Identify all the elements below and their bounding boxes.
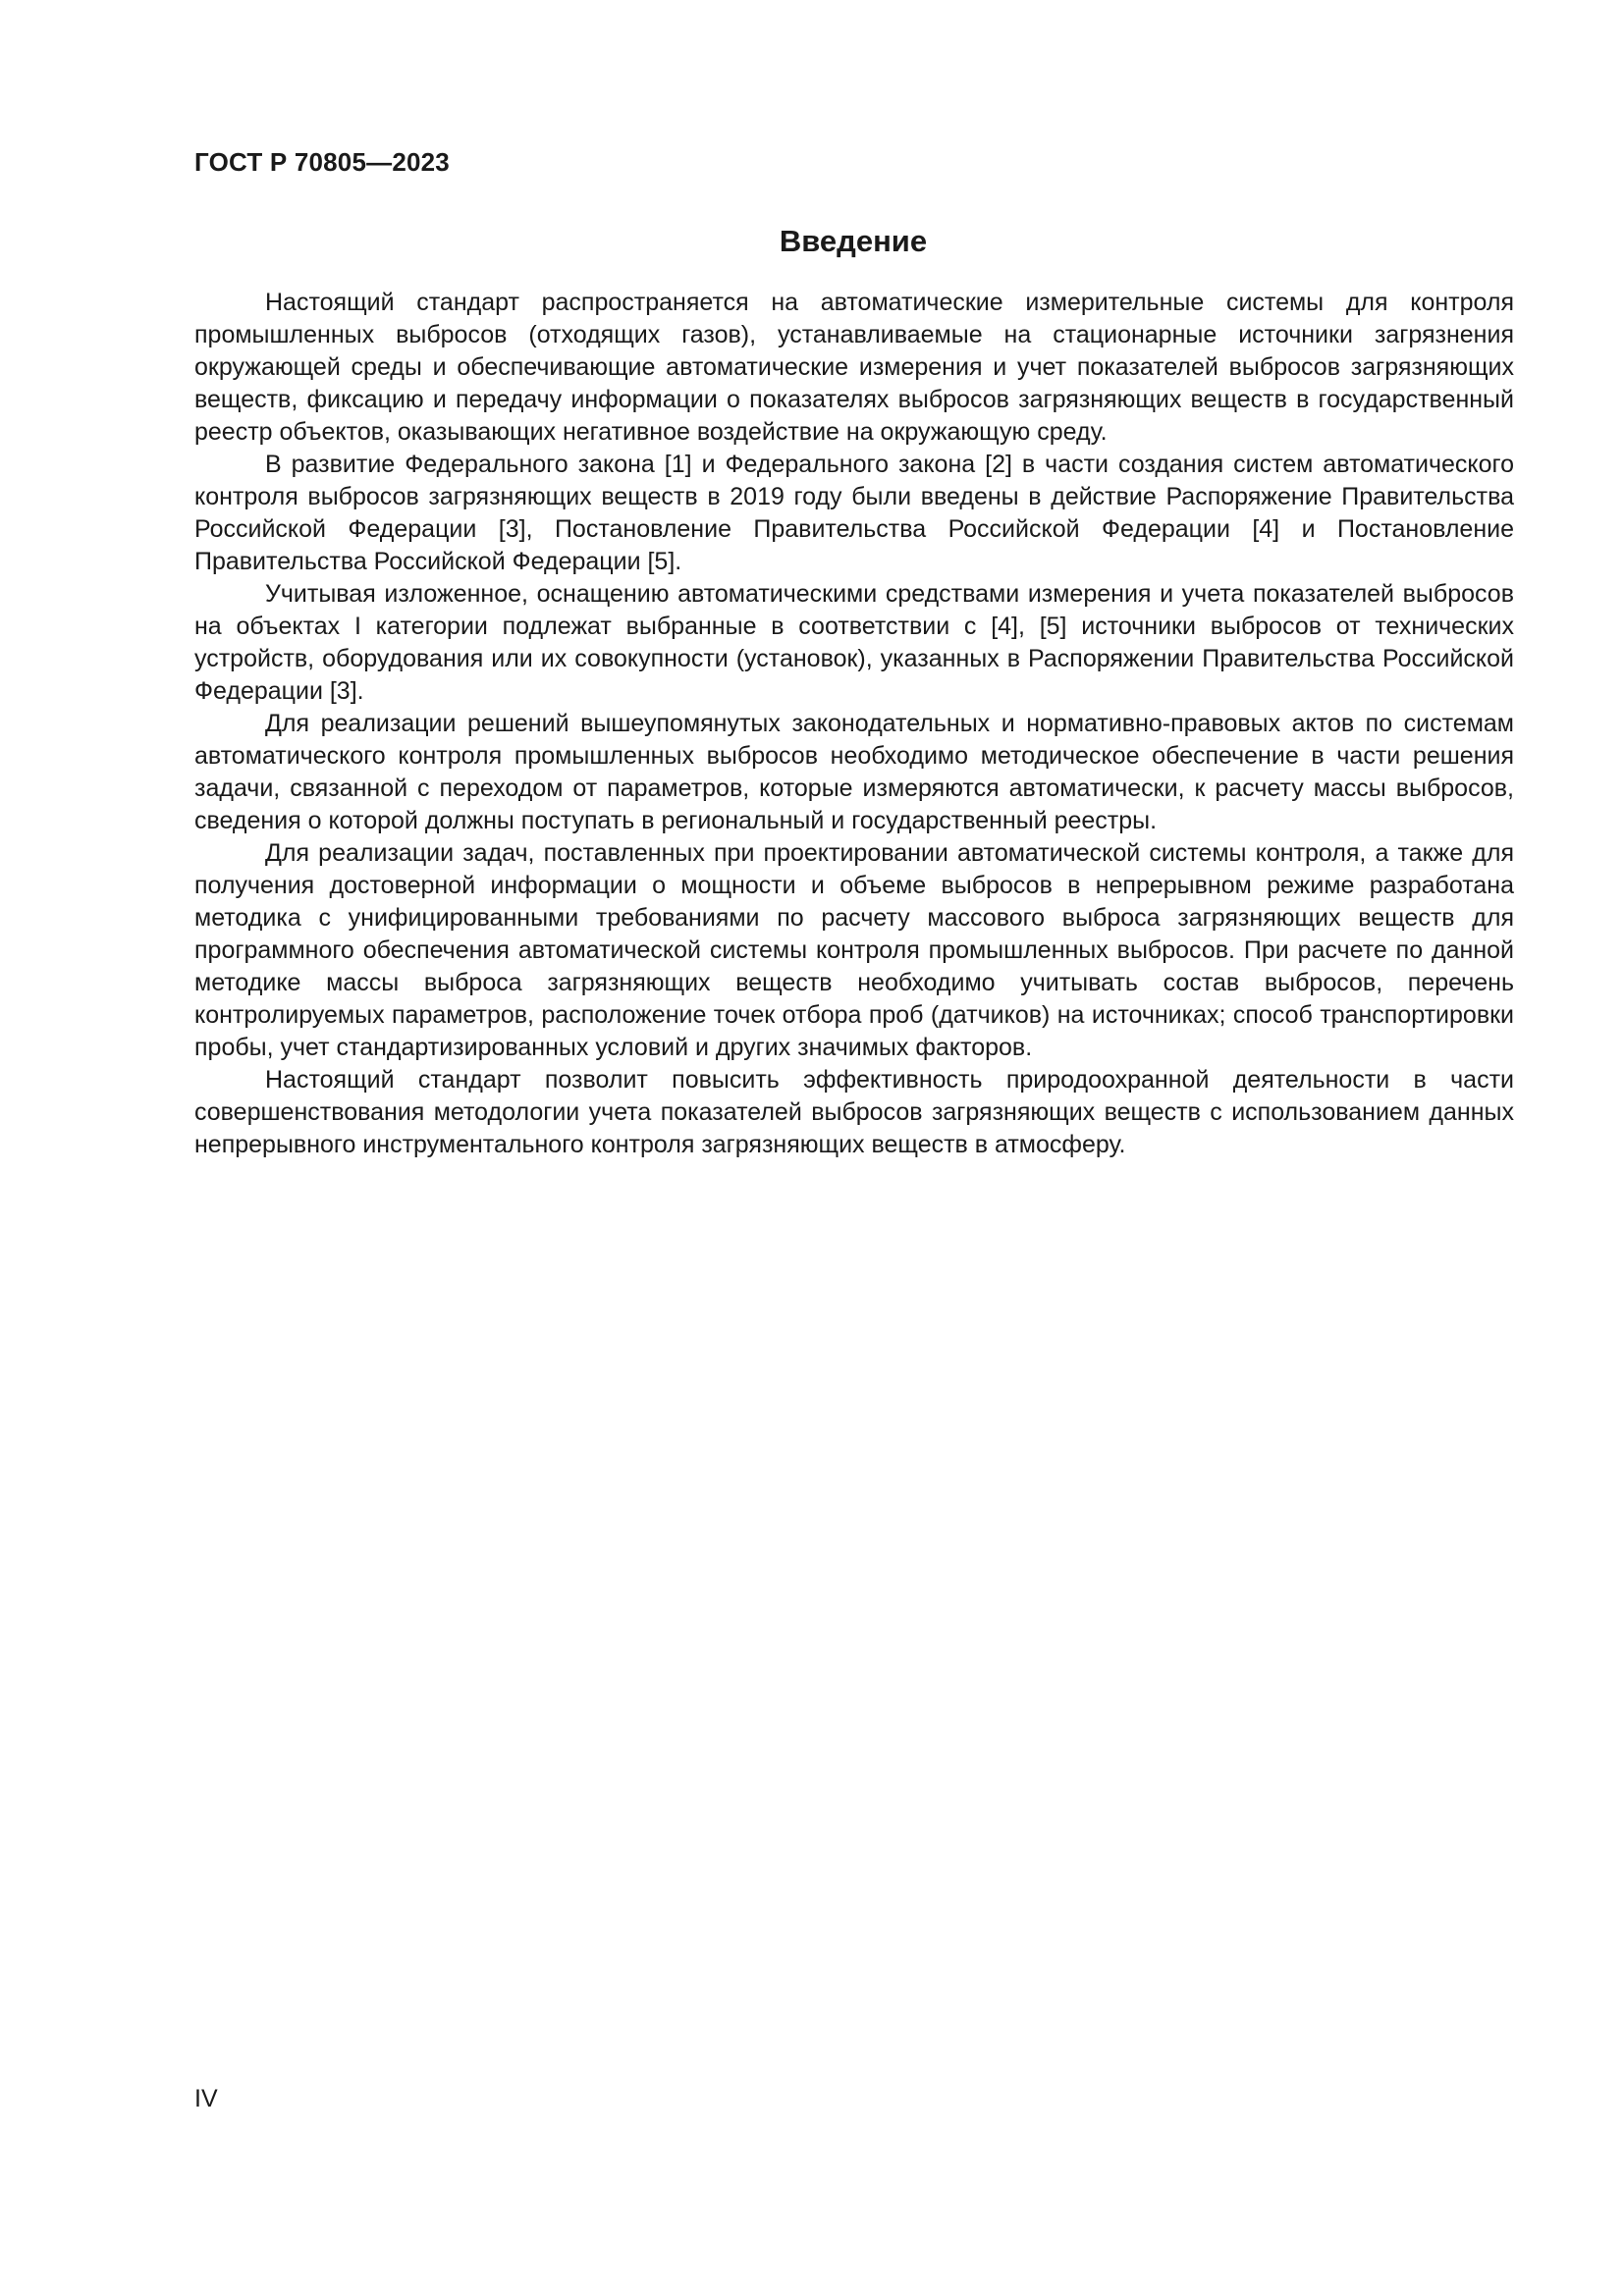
document-code: ГОСТ Р 70805—2023 (194, 147, 450, 177)
paragraph: Настоящий стандарт позволит повысить эффективность природоохранной деятельности в части совершенствования методологии учета показателей выбросов загрязняющих веществ с использованием данных непрерывного инструментального контроля загрязняющих веществ в атмосферу. (194, 1066, 1514, 1158)
paragraph: В развитие Федерального закона [1] и Федерального закона [2] в части создания систем автоматического контроля выбросов загрязняющих веществ в 2019 году были введены в действие Распоряжение Правительства Российской Федерации [3], Постановление Правительства Российской Федерации [4] и Постановление Правительства Российской Федерации [5]. (194, 451, 1514, 575)
paragraph: Настоящий стандарт распространяется на автоматические измерительные системы для контроля промышленных выбросов (отходящих газов), устанавливаемые на стационарные источники загрязнения окружающей среды и обеспечивающие автоматические измерения и учет показателей выбросов загрязняющих веществ, фиксацию и передачу информации о показателях выбросов загрязняющих веществ в государственный реестр объектов, оказывающих негативное воздействие на окружающую среду. (194, 289, 1514, 446)
paragraph: Для реализации задач, поставленных при проектировании автоматической системы контроля, а также для получения достоверной информации о мощности и объеме выбросов в непрерывном режиме разработана методика с унифицированными требованиями по расчету массового выброса загрязняющих веществ для программного обеспечения автоматической системы контроля промышленных выбросов. При расчете по данной методике массы выброса загрязняющих веществ необходимо учитывать состав выбросов, перечень контролируемых параметров, расположение точек отбора проб (датчиков) на источниках; способ транспортировки пробы, учет стандартизированных условий и других значимых факторов. (194, 839, 1514, 1061)
page-number: IV (194, 2085, 218, 2112)
paragraph: Учитывая изложенное, оснащению автоматическими средствами измерения и учета показателей выбросов на объектах I категории подлежат выбранные в соответствии с [4], [5] источники выбросов от технических устройств, оборудования или их совокупности (установок), указанных в Распоряжении Правительства Российской Федерации [3]. (194, 580, 1514, 705)
introduction-body (194, 287, 1514, 1161)
section-title: Введение (779, 224, 928, 258)
paragraph: Для реализации решений вышеупомянутых законодательных и нормативно-правовых актов по системам автоматического контроля промышленных выбросов необходимо методическое обеспечение в части решения задачи, связанной с переходом от параметров, которые измеряются автоматически, к расчету массы выбросов, сведения о которой должны поступать в региональный и государственный реестры. (194, 710, 1514, 834)
